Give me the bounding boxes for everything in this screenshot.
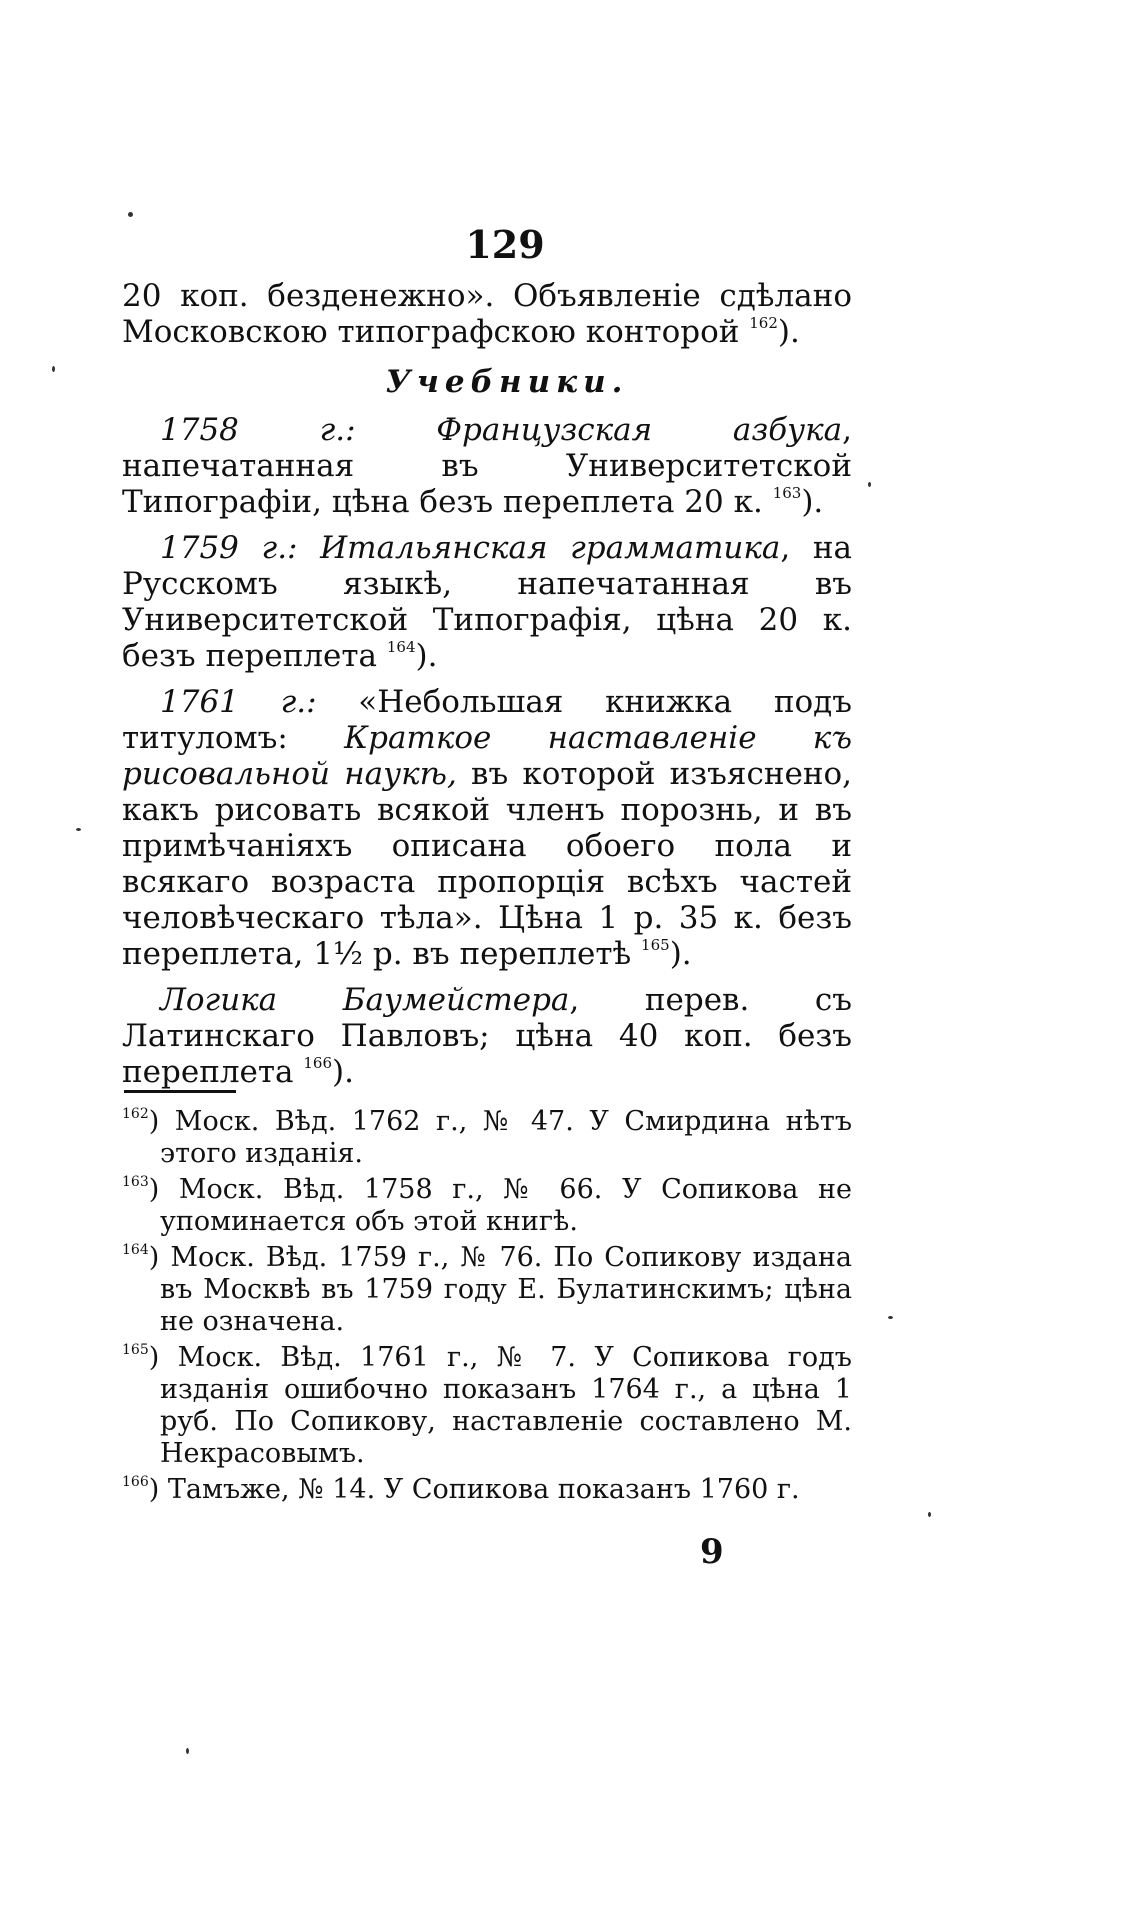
entry-title: Краткое наставленіе къ рисовальной наукѣ, <box>122 720 852 792</box>
entry-text: , напечатанная въ Университетской Типографіи, цѣна безъ переплета 20 к. <box>122 412 852 520</box>
section-heading: Учебники. <box>385 364 629 400</box>
footnote-number: 162 <box>122 1106 149 1122</box>
entry-tail: ). <box>669 936 692 972</box>
footnote-ref: 162 <box>749 314 778 332</box>
print-speck <box>888 1316 893 1319</box>
entry-title: Логика Баумейстера <box>160 982 570 1018</box>
footnote <box>122 1242 852 1338</box>
footnote <box>122 1342 852 1470</box>
paragraph-continuation <box>122 278 852 350</box>
entry-text: въ которой изъяснено, какъ рисовать всякой членъ порознь, и въ примѣчаніяхъ описана обоего пола и всякаго возраста пропорція всѣхъ частей человѣческаго тѣла». Цѣна 1 р. 35 к. безъ переплета, 1½ р. въ переплетѣ <box>122 756 853 972</box>
entry-1761 <box>122 684 852 972</box>
entry-tail: ). <box>415 638 438 674</box>
footnote-number: 163 <box>122 1174 149 1190</box>
footnote-ref: 166 <box>303 1054 333 1072</box>
print-speck <box>186 1748 189 1754</box>
entry-date: 1758 г.: <box>160 412 356 448</box>
footnote-text: ) Моск. Вѣд. 1762 г., № 47. У Смирдина нѣтъ этого изданія. <box>148 1106 852 1169</box>
entry-title: Французская азбука <box>436 412 843 448</box>
print-speck <box>128 212 133 217</box>
paragraph-tail: ). <box>777 314 800 350</box>
entry-date: 1759 г.: <box>160 530 298 566</box>
footnote <box>122 1174 852 1238</box>
entry-date: 1761 г.: <box>160 684 317 720</box>
print-speck <box>76 828 81 831</box>
footnote <box>122 1474 852 1506</box>
footnote-number: 166 <box>122 1474 149 1490</box>
footnote-ref: 165 <box>641 936 670 954</box>
footnote-text: ) Моск. Вѣд. 1761 г., № 7. У Сопикова годъ изданія ошибочно показанъ 1764 г., а цѣна 1 руб. По Сопикову, наставленіе составлено М. Некрасовымъ. <box>148 1342 852 1469</box>
footnote-text: ) Тамъже, № 14. У Сопикова показанъ 1760 г. <box>148 1474 800 1505</box>
print-speck <box>928 1512 931 1517</box>
entry-tail: ). <box>332 1054 354 1090</box>
signature-mark: 9 <box>700 1532 724 1572</box>
print-speck <box>868 482 871 487</box>
entry-logic <box>122 982 852 1090</box>
footnote-ref: 164 <box>386 638 416 656</box>
main-text <box>122 278 852 1100</box>
entry-title: Итальянская грамматика <box>320 530 781 566</box>
entry-text: , на Русскомъ языкѣ, напечатанная въ Университетской Типографія, цѣна 20 к. безъ переплета <box>122 530 852 674</box>
footnote-number: 165 <box>122 1342 149 1358</box>
print-speck <box>52 366 55 372</box>
footnote-text: ) Моск. Вѣд. 1758 г., № 66. У Сопикова не упоминается объ этой книгѣ. <box>148 1174 852 1237</box>
page-number: 129 <box>465 222 545 267</box>
entry-text: «Небольшая книжка подъ титуломъ: <box>122 684 852 756</box>
entry-text: , перев. съ Латинскаго Павловъ; цѣна 40 коп. безъ переплета <box>122 982 852 1090</box>
entry-1759 <box>122 530 852 674</box>
footnote-ref: 163 <box>772 484 802 502</box>
footnotes <box>122 1106 852 1510</box>
entry-tail: ). <box>801 484 824 520</box>
footnote-divider <box>124 1090 236 1093</box>
footnote <box>122 1106 852 1170</box>
footnote-number: 164 <box>122 1242 149 1258</box>
footnote-text: ) Моск. Вѣд. 1759 г., № 76. По Сопикову издана въ Москвѣ въ 1759 году Е. Булатинскимъ; цѣна не означена. <box>148 1242 852 1337</box>
paragraph-text: 20 коп. безденежно». Объявленіе сдѣлано Московскою типографскою конторой <box>122 278 852 350</box>
entry-1758 <box>122 412 852 520</box>
